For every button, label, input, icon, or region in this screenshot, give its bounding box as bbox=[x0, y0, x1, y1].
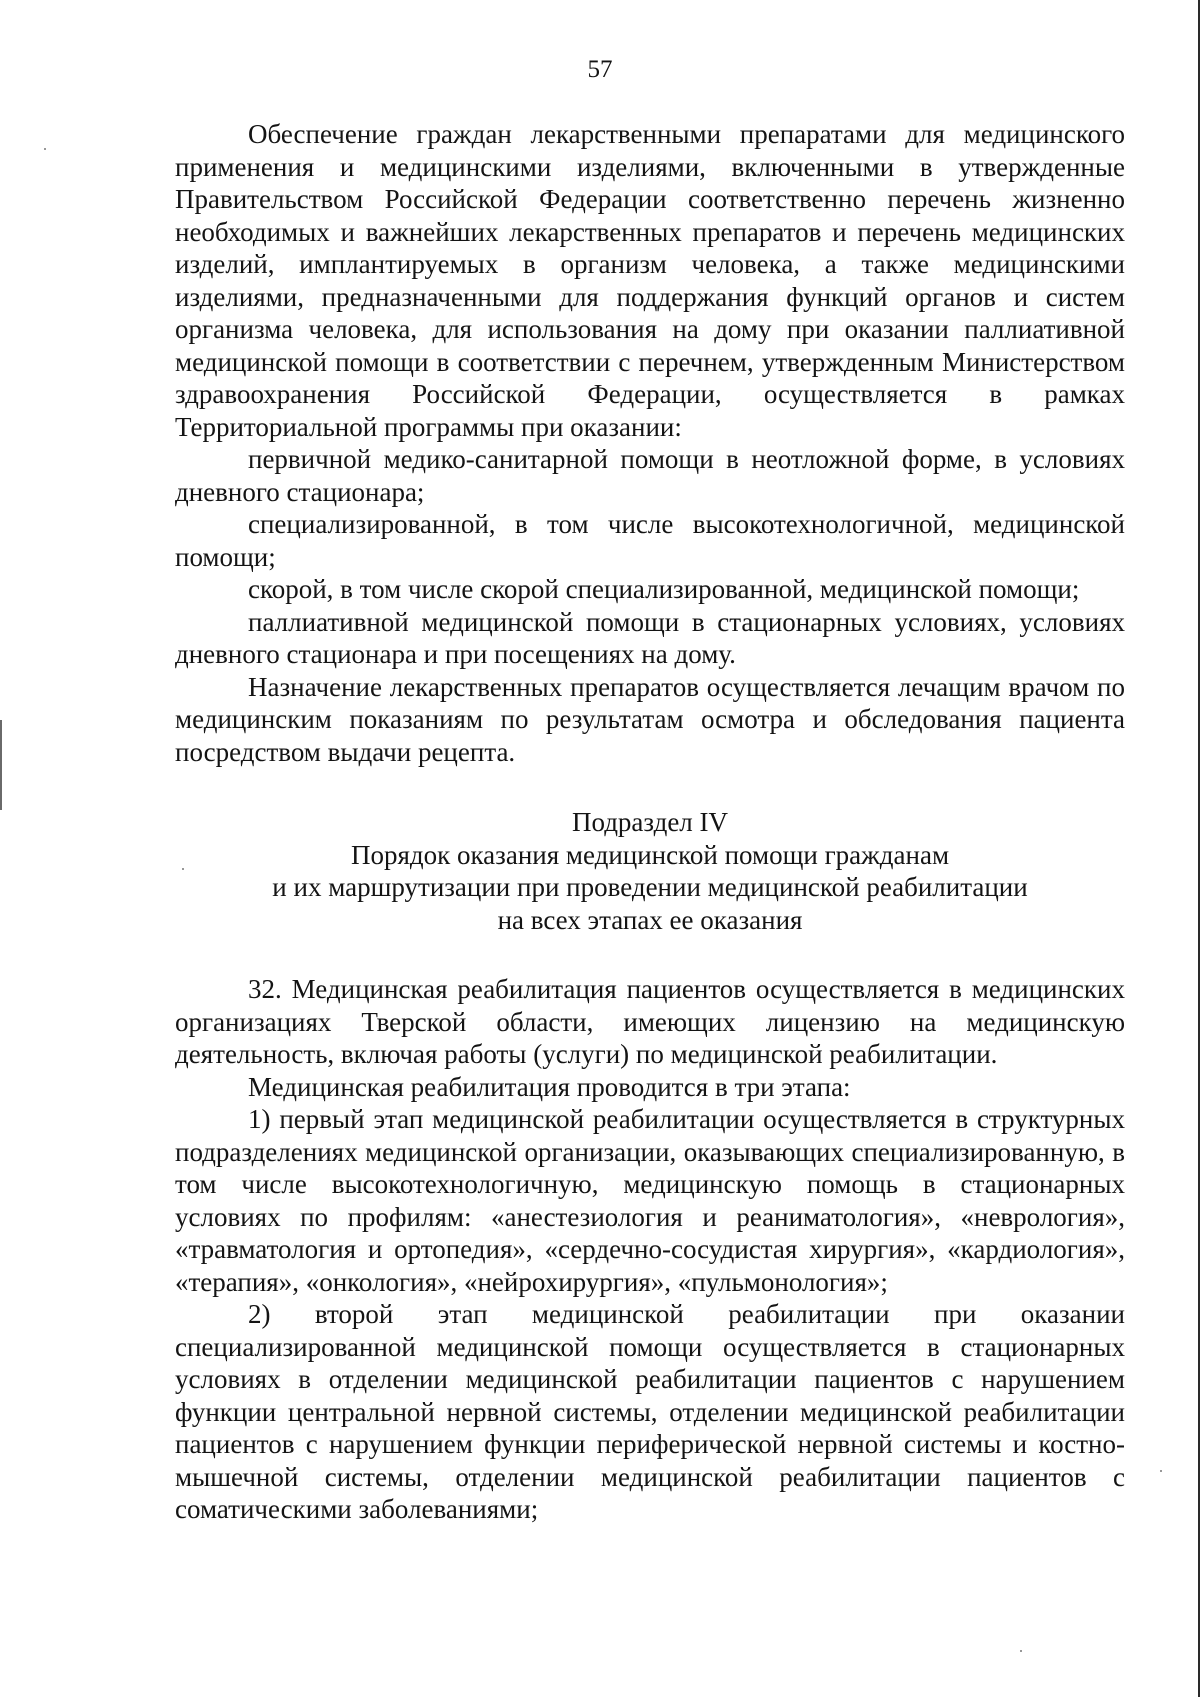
scan-speck bbox=[44, 148, 46, 150]
section-label: Подраздел IV bbox=[571, 807, 729, 837]
scan-edge-left bbox=[0, 720, 2, 810]
scan-speck bbox=[1020, 1650, 1022, 1652]
section-title-line-1: Порядок оказания медицинской помощи гражданам bbox=[350, 839, 950, 870]
paragraph-palliative-care: паллиативной медицинской помощи в стационарных условиях, условиях дневного стационара и при посещениях на дому. bbox=[175, 606, 1125, 669]
paragraph-stage-2: 2) второй этап медицинской реабилитации при оказании специализированной медицинской помощи осуществляется в стационарных условиях в отделении медицинской реабилитации пациентов с нарушением функции центральной нервной системы, отделении медицинской реабилитации пациентов с нарушением функции периферической нервной системы и костно-мышечной системы, отделении медицинской реабилитации пациентов с соматическими заболеваниями; bbox=[175, 1299, 1125, 1524]
section-title-line-2: и их маршрутизации при проведении медицинской реабилитации bbox=[272, 872, 1028, 902]
paragraph-emergency-care: скорой, в том числе скорой специализированной, медицинской помощи; bbox=[248, 574, 1080, 604]
paragraph-provision-intro: Обеспечение граждан лекарственными препаратами для медицинского применения и медицинскими изделиями, включенными в утвержденные Правительством Российской Федерации соответственно перечень жизненно необходимых и важнейших лекарственных препаратов и перечень медицинских изделий, имплантируемых в организм человека, а также медицинскими изделиями, предназначенными для поддержания функций органов и систем организма человека, для использования на дому при оказании паллиативной медицинской помощи в соответствии с перечнем, утвержденным Министерством здравоохранения Российской Федерации, осуществляется в рамках Территориальной программы при оказании: bbox=[175, 119, 1125, 442]
document-body bbox=[175, 118, 1125, 1526]
paragraph-item-32: 32. Медицинская реабилитация пациентов осуществляется в медицинских организациях Тверской области, имеющих лицензию на медицинскую деятельность, включая работы (услуги) по медицинской реабилитации. bbox=[175, 974, 1125, 1069]
paragraph-stage-1: 1) первый этап медицинской реабилитации осуществляется в структурных подразделениях медицинской организации, оказывающих специализированную, в том числе высокотехнологичную, медицинскую помощь в стационарных условиях по профилям: «анестезиология и реаниматология», «неврология», «травматология и ортопедия», «сердечно-сосудистая хирургия», «кардиология», «терапия», «онкология», «нейрохирургия», «пульмонология»; bbox=[175, 1104, 1125, 1297]
section-title-line-3: на всех этапах ее оказания bbox=[497, 904, 803, 935]
paragraph-specialized-care: специализированной, в том числе высокотехнологичной, медицинской помощи; bbox=[175, 509, 1125, 572]
scan-speck bbox=[1160, 1470, 1162, 1472]
paragraph-prescription: Назначение лекарственных препаратов осуществляется лечащим врачом по медицинским показаниям по результатам осмотра и обследования пациента посредством выдачи рецепта. bbox=[175, 671, 1125, 767]
section-heading bbox=[175, 806, 1125, 936]
paragraph-primary-care: первичной медико-санитарной помощи в неотложной форме, в условиях дневного стационара; bbox=[175, 444, 1125, 507]
paragraph-three-stages: Медицинская реабилитация проводится в три этапа: bbox=[248, 1071, 851, 1102]
page-number: 57 bbox=[587, 56, 613, 83]
